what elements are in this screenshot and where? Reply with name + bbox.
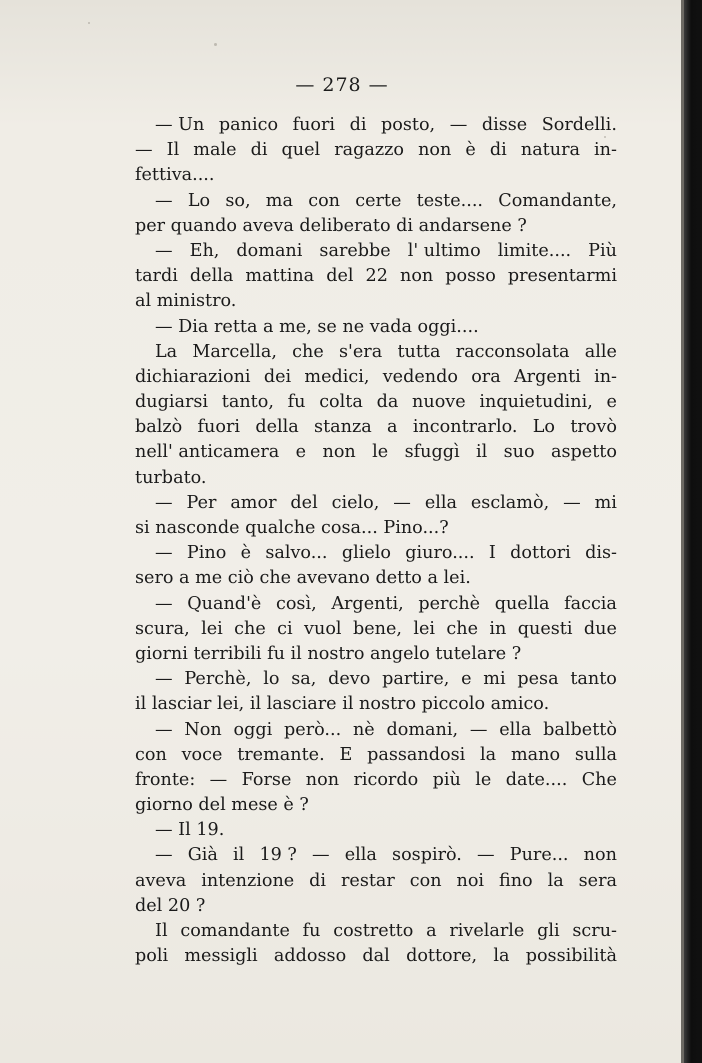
- word: —: [155, 492, 173, 513]
- word: presentarmi: [507, 266, 617, 287]
- word: questi: [517, 618, 573, 639]
- word: —: [209, 769, 228, 790]
- word: ragazzo: [334, 140, 405, 161]
- word: ricordo: [353, 769, 419, 790]
- word: della: [255, 417, 299, 438]
- word: lo: [263, 669, 280, 690]
- word: — Un: [155, 115, 205, 135]
- text-line: [135, 264, 617, 289]
- text-line: [135, 516, 617, 541]
- word: Più: [588, 240, 617, 261]
- word: tanto,: [221, 392, 274, 413]
- text-line: [135, 793, 617, 818]
- word: posso: [445, 266, 496, 287]
- word: le: [372, 442, 389, 463]
- word: —: [135, 140, 153, 161]
- word: —: [155, 719, 173, 740]
- word: al ministro.: [135, 291, 237, 312]
- word: lei: [413, 618, 436, 639]
- word: è: [240, 543, 252, 564]
- text-line: [135, 541, 617, 566]
- word: —: [563, 492, 581, 513]
- word: per quando aveva deliberato di andarsene ?: [135, 215, 527, 236]
- book-binding-edge: [684, 0, 702, 1063]
- text-line: [135, 189, 617, 214]
- word: turbato.: [135, 467, 207, 488]
- word: costretto: [333, 921, 414, 941]
- word: tutta: [397, 341, 441, 362]
- paper-speck: [214, 43, 217, 46]
- word: la: [547, 870, 564, 891]
- word: mattina: [245, 266, 315, 287]
- text-line: [135, 642, 617, 667]
- word: aveva: [135, 870, 187, 891]
- word: — Il 19.: [155, 820, 225, 841]
- word: a: [387, 417, 398, 438]
- word: alle: [584, 341, 617, 362]
- word: giorni terribili fu il nostro angelo tutelare ?: [135, 643, 522, 664]
- text-line: [135, 592, 617, 617]
- word: Comandante,: [498, 190, 617, 211]
- word: Quand'è: [187, 593, 262, 614]
- word: I: [488, 543, 496, 564]
- word: —: [155, 190, 173, 211]
- word: —: [477, 845, 495, 866]
- word: che: [446, 618, 479, 639]
- word: con: [409, 870, 442, 891]
- word: sfuggì: [404, 442, 460, 463]
- word: Perchè,: [184, 669, 252, 690]
- word: la: [493, 946, 510, 967]
- word: con: [308, 190, 340, 211]
- text-line: [135, 843, 617, 868]
- word: disse: [481, 115, 528, 135]
- word: Forse: [241, 769, 292, 790]
- text-line: [135, 617, 617, 642]
- text-line: [135, 415, 617, 440]
- word: tremante.: [237, 744, 325, 765]
- word: ella: [344, 845, 377, 866]
- word: del 20 ?: [135, 895, 206, 916]
- word: quella: [494, 593, 550, 614]
- word: dichiarazioni: [135, 366, 251, 387]
- word: —: [469, 719, 488, 740]
- text-line: [135, 718, 617, 743]
- word: quel: [281, 140, 321, 161]
- word: l' ultimo: [407, 240, 481, 261]
- word: ella: [499, 719, 532, 740]
- word: —: [155, 845, 173, 866]
- word: scura,: [135, 618, 190, 639]
- word: dei: [263, 366, 292, 387]
- word: certe: [355, 190, 402, 211]
- word: sa,: [291, 669, 317, 690]
- word: Marcella,: [192, 341, 277, 362]
- text-line: [135, 667, 617, 692]
- word: inquietudini,: [479, 392, 593, 413]
- word: non: [305, 769, 340, 790]
- word: pesa: [517, 669, 559, 690]
- word: fino: [498, 870, 533, 891]
- word: panico: [218, 115, 279, 135]
- word: nuove: [412, 392, 466, 413]
- word: poli: [135, 946, 169, 967]
- word: Pure...: [509, 845, 569, 866]
- word: incontrarlo.: [412, 417, 518, 438]
- page-number: — 278 —: [295, 74, 389, 96]
- word: scru-: [572, 921, 617, 941]
- word: dottore,: [406, 946, 478, 967]
- word: gli: [537, 921, 560, 941]
- text-line: [135, 340, 617, 365]
- word: voce: [181, 744, 223, 765]
- word: Non: [184, 719, 222, 740]
- text-line: [135, 163, 617, 188]
- word: —: [155, 593, 173, 614]
- word: s'era: [339, 341, 383, 362]
- word: non: [583, 845, 617, 866]
- word: dis-: [585, 543, 617, 564]
- word: con: [135, 744, 167, 765]
- word: devo: [328, 669, 371, 690]
- word: amor: [230, 492, 277, 513]
- word: Che: [581, 769, 617, 790]
- word: ora: [471, 366, 501, 387]
- word: ella: [424, 492, 457, 513]
- word: però...: [284, 719, 342, 740]
- word: medici,: [304, 366, 370, 387]
- text-line: [135, 214, 617, 239]
- word: restar: [341, 870, 395, 891]
- word: addosso: [273, 946, 347, 967]
- word: le: [475, 769, 492, 790]
- word: lei: [201, 618, 223, 639]
- word: date....: [505, 769, 568, 790]
- word: non: [399, 266, 434, 287]
- word: di: [349, 115, 367, 135]
- word: vuol: [304, 618, 342, 639]
- word: giuro....: [405, 543, 475, 564]
- word: —: [393, 492, 411, 513]
- text-line: [135, 743, 617, 768]
- word: comandante: [180, 921, 290, 941]
- word: in: [489, 618, 507, 639]
- word: — Dia retta a me, se ne vada oggi....: [155, 316, 479, 337]
- text-line: [135, 894, 617, 919]
- word: balbettò: [543, 719, 617, 740]
- word: limite....: [497, 240, 572, 261]
- word: 19 ?: [259, 845, 297, 866]
- text-line: [135, 289, 617, 314]
- word: Già: [187, 845, 218, 866]
- word: perchè: [418, 593, 481, 614]
- word: mi: [594, 492, 617, 513]
- text-line: [135, 390, 617, 415]
- word: glielo: [341, 543, 391, 564]
- word: male: [193, 140, 237, 161]
- word: sero a me ciò che avevano detto a lei.: [135, 568, 471, 589]
- word: del: [290, 492, 318, 513]
- word: non: [418, 140, 452, 161]
- word: Lo: [532, 417, 556, 438]
- word: —: [312, 845, 330, 866]
- word: La: [155, 341, 178, 362]
- word: domani,: [386, 719, 459, 740]
- word: in-: [594, 140, 617, 161]
- word: fronte:: [135, 769, 196, 790]
- word: Sordelli.: [541, 115, 617, 135]
- word: nè: [352, 719, 375, 740]
- text-line: [135, 768, 617, 793]
- word: Eh,: [189, 240, 220, 261]
- word: E: [339, 744, 353, 765]
- word: giorno del mese è ?: [135, 795, 309, 816]
- word: la: [480, 744, 497, 765]
- text-line: [135, 440, 617, 465]
- word: da: [376, 392, 399, 413]
- word: aspetto: [551, 442, 617, 463]
- word: oggi: [233, 719, 273, 740]
- paper-speck: [88, 22, 90, 24]
- text-line: [135, 113, 617, 138]
- word: Il: [155, 921, 168, 941]
- word: così,: [275, 593, 317, 614]
- word: trovò: [570, 417, 617, 438]
- word: della: [189, 266, 234, 287]
- word: sera: [578, 870, 617, 891]
- text-line: [135, 315, 617, 340]
- word: racconsolata: [455, 341, 570, 362]
- word: dal: [362, 946, 390, 967]
- word: mi: [483, 669, 506, 690]
- word: che: [234, 618, 266, 639]
- text-line: [135, 818, 617, 843]
- text-line: [135, 566, 617, 591]
- word: Argenti: [513, 366, 581, 387]
- word: sospirò.: [392, 845, 462, 866]
- word: sarebbe: [319, 240, 391, 261]
- word: tardi: [135, 266, 178, 287]
- word: Il: [166, 140, 180, 161]
- word: si nasconde qualche cosa... Pino...?: [135, 518, 449, 538]
- word: non: [322, 442, 356, 463]
- word: che: [292, 341, 324, 362]
- word: cielo,: [331, 492, 380, 513]
- word: fu: [302, 921, 321, 941]
- word: so,: [225, 190, 251, 211]
- text-line: [135, 239, 617, 264]
- word: noi: [456, 870, 485, 891]
- word: Lo: [187, 190, 211, 211]
- word: del: [326, 266, 354, 287]
- word: più: [432, 769, 461, 790]
- text-line: [135, 491, 617, 516]
- text-line: [135, 466, 617, 491]
- word: dugiarsi: [135, 392, 209, 413]
- word: faccia: [564, 593, 617, 614]
- text-line: [135, 869, 617, 894]
- text-line: [135, 692, 617, 717]
- word: dottori: [510, 543, 571, 564]
- word: 22: [365, 266, 388, 287]
- word: messigli: [184, 946, 258, 967]
- word: il: [233, 845, 245, 866]
- word: rivelarle: [449, 921, 525, 941]
- text-line: [135, 365, 617, 390]
- word: nell' anticamera: [135, 442, 280, 463]
- word: di: [309, 870, 327, 891]
- text-line: [135, 138, 617, 163]
- word: ci: [277, 618, 293, 639]
- word: —: [449, 115, 468, 135]
- word: intenzione: [201, 870, 295, 891]
- word: Argenti,: [331, 593, 404, 614]
- word: in-: [594, 366, 617, 387]
- word: possibilità: [525, 946, 617, 967]
- word: salvo...: [265, 543, 328, 564]
- text-line: [135, 919, 617, 944]
- word: fu: [287, 392, 306, 413]
- word: natura: [520, 140, 580, 161]
- word: Pino: [186, 543, 227, 564]
- word: domani: [236, 240, 303, 261]
- word: ma: [265, 190, 293, 211]
- word: —: [155, 669, 173, 690]
- text-line: [135, 944, 617, 969]
- word: due: [583, 618, 617, 639]
- word: bene,: [352, 618, 402, 639]
- word: stanza: [314, 417, 372, 438]
- word: passandosi: [367, 744, 466, 765]
- word: a: [426, 921, 437, 941]
- word: il: [476, 442, 488, 463]
- word: vedendo: [382, 366, 458, 387]
- word: di: [250, 140, 268, 161]
- word: fuori: [197, 417, 241, 438]
- word: colta: [319, 392, 363, 413]
- word: è: [465, 140, 476, 161]
- word: sulla: [574, 744, 617, 765]
- word: —: [155, 543, 173, 564]
- word: fettiva....: [135, 165, 215, 186]
- word: teste....: [416, 190, 484, 211]
- word: mano: [510, 744, 561, 765]
- word: —: [155, 240, 173, 261]
- word: suo: [503, 442, 535, 463]
- word: esclamò,: [470, 492, 550, 513]
- word: e: [606, 392, 617, 413]
- word: e: [295, 442, 307, 463]
- word: e: [461, 669, 472, 690]
- body-text: [135, 113, 617, 969]
- word: posto,: [381, 115, 436, 135]
- word: il lasciar lei, il lasciare il nostro piccolo amico.: [135, 694, 550, 715]
- word: tanto: [570, 669, 617, 690]
- word: balzò: [135, 417, 183, 438]
- word: partire,: [382, 669, 450, 690]
- word: fuori: [292, 115, 336, 135]
- word: Per: [186, 492, 217, 513]
- word: di: [489, 140, 507, 161]
